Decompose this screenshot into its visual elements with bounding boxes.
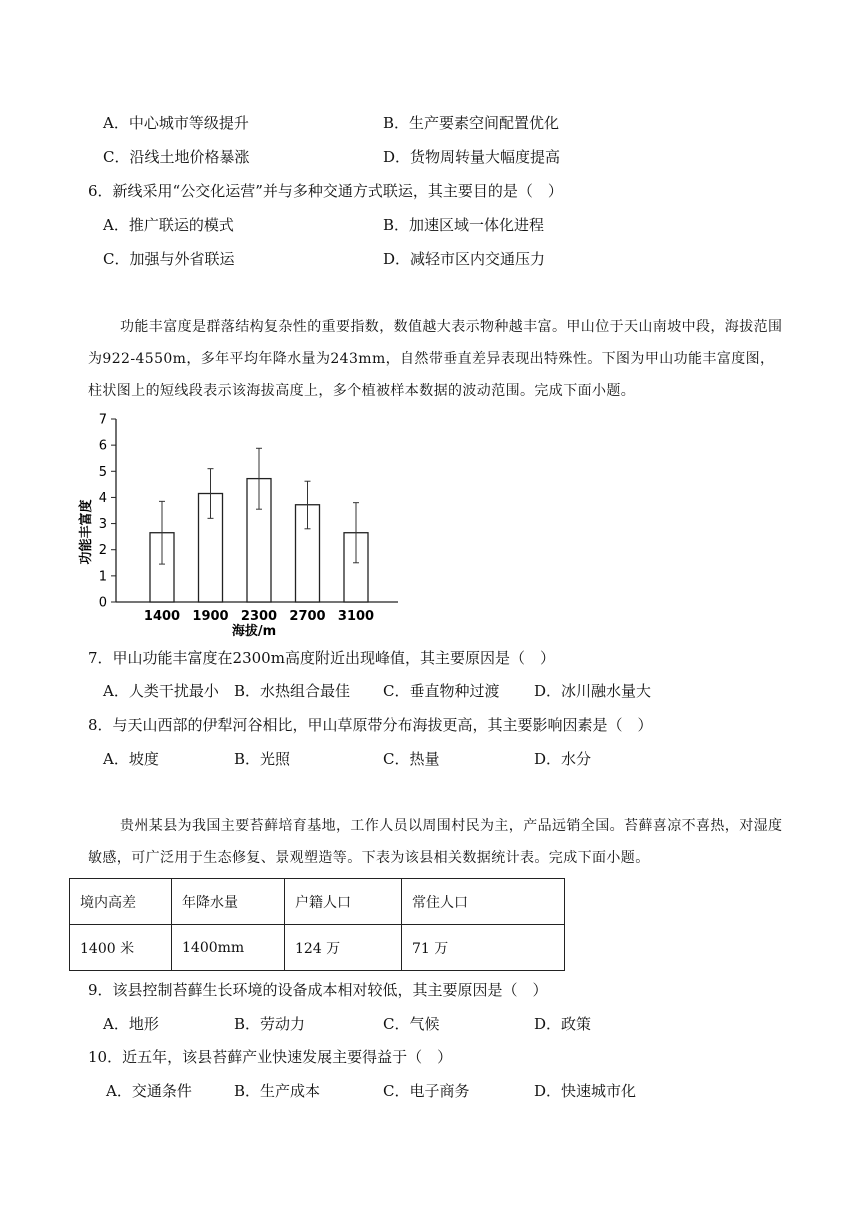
table-header-cell: 户籍人口 bbox=[285, 879, 402, 925]
q5-option-b: B．生产要素空间配置优化 bbox=[383, 114, 560, 132]
q5-option-c: C．沿线土地价格暴涨 bbox=[103, 148, 250, 166]
y-tick-label: 1 bbox=[98, 569, 107, 585]
passage-moss-county bbox=[88, 810, 788, 874]
y-axis-label: 功能丰富度 bbox=[79, 499, 94, 565]
q9-option-d: D．政策 bbox=[534, 1015, 592, 1033]
q7-option-b: B．水热组合最佳 bbox=[234, 682, 351, 700]
table-header-row bbox=[70, 879, 565, 925]
q6-option-b: B．加速区域一体化进程 bbox=[383, 216, 545, 234]
table-cell: 124 万 bbox=[285, 925, 402, 971]
q6-stem: 6．新线采用“公交化运营”并与多种交通方式联运，其主要目的是（ ） bbox=[88, 182, 563, 200]
table-cell: 1400 米 bbox=[70, 925, 172, 971]
q8-option-b: B．光照 bbox=[234, 750, 291, 768]
passage-2-text: 功能丰富度是群落结构复杂性的重要指数，数值越大表示物种越丰富。甲山位于天山南坡中段，海拔范围为922-4550m，多年平均年降水量为243mm，自然带垂直差异表现出特殊性。下图为甲山功能丰富度图，柱状图上的短线段表示该海拔高度上，多个植被样本数据的波动范围。完成下面小题。 bbox=[88, 319, 783, 399]
q9-option-a: A．地形 bbox=[103, 1015, 159, 1033]
y-tick-label: 0 bbox=[98, 595, 107, 611]
county-statistics-table bbox=[69, 878, 565, 971]
table-cell: 1400mm bbox=[172, 925, 285, 971]
q6-option-a: A．推广联运的模式 bbox=[103, 216, 234, 234]
q10-option-d: D．快速城市化 bbox=[534, 1082, 637, 1100]
q6-option-c: C．加强与外省联运 bbox=[103, 250, 235, 268]
q10-stem: 10．近五年，该县苔藓产业快速发展主要得益于（ ） bbox=[88, 1048, 453, 1066]
q8-option-a: A．坡度 bbox=[103, 750, 159, 768]
q7-option-a: A．人类干扰最小 bbox=[103, 682, 219, 700]
table-header-cell: 境内高差 bbox=[70, 879, 172, 925]
x-axis-label: 海拔/m bbox=[231, 624, 277, 639]
y-tick-label: 6 bbox=[98, 438, 107, 454]
q6-option-d: D．减轻市区内交通压力 bbox=[383, 250, 546, 268]
y-tick-label: 7 bbox=[98, 412, 107, 428]
x-tick-label: 2300 bbox=[240, 609, 278, 624]
q8-option-d: D．水分 bbox=[534, 750, 592, 768]
q7-option-d: D．冰川融水量大 bbox=[534, 682, 652, 700]
q8-stem: 8．与天山西部的伊犁河谷相比，甲山草原带分布海拔更高，其主要影响因素是（ ） bbox=[88, 716, 653, 734]
q9-stem: 9．该县控制苔藓生长环境的设备成本相对较低，其主要原因是（ ） bbox=[88, 981, 548, 999]
passage-functional-richness bbox=[88, 311, 788, 407]
y-tick-label: 4 bbox=[98, 490, 107, 506]
x-tick-label: 3100 bbox=[337, 609, 375, 624]
functional-richness-chart bbox=[70, 405, 410, 643]
q10-option-b: B．生产成本 bbox=[234, 1082, 321, 1100]
y-tick-label: 2 bbox=[98, 543, 107, 559]
q5-option-d: D．货物周转量大幅度提高 bbox=[383, 148, 561, 166]
q7-stem: 7．甲山功能丰富度在2300m高度附近出现峰值，其主要原因是（ ） bbox=[88, 649, 555, 667]
x-tick-label: 2700 bbox=[289, 609, 326, 624]
x-tick-label: 1400 bbox=[143, 609, 181, 624]
q5-option-a: A．中心城市等级提升 bbox=[103, 114, 249, 132]
y-tick-label: 3 bbox=[98, 517, 107, 533]
q10-option-a: A．交通条件 bbox=[106, 1082, 192, 1100]
q9-option-c: C．气候 bbox=[383, 1015, 440, 1033]
table-header-cell: 年降水量 bbox=[172, 879, 285, 925]
q7-option-c: C．垂直物种过渡 bbox=[383, 682, 500, 700]
passage-3-text: 贵州某县为我国主要苔藓培育基地，工作人员以周围村民为主，产品远销全国。苔藓喜凉不喜热，对湿度敏感，可广泛用于生态修复、景观塑造等。下表为该县相关数据统计表。完成下面小题。 bbox=[88, 818, 783, 866]
table-row bbox=[70, 925, 565, 971]
y-tick-label: 5 bbox=[98, 464, 107, 480]
table-header-cell: 常住人口 bbox=[402, 879, 565, 925]
table-cell: 71 万 bbox=[402, 925, 565, 971]
q10-option-c: C．电子商务 bbox=[383, 1082, 470, 1100]
y-axis bbox=[99, 413, 116, 611]
q8-option-c: C．热量 bbox=[383, 750, 440, 768]
q9-option-b: B．劳动力 bbox=[234, 1015, 306, 1033]
x-tick-label: 1900 bbox=[192, 609, 229, 624]
x-axis bbox=[116, 602, 398, 624]
